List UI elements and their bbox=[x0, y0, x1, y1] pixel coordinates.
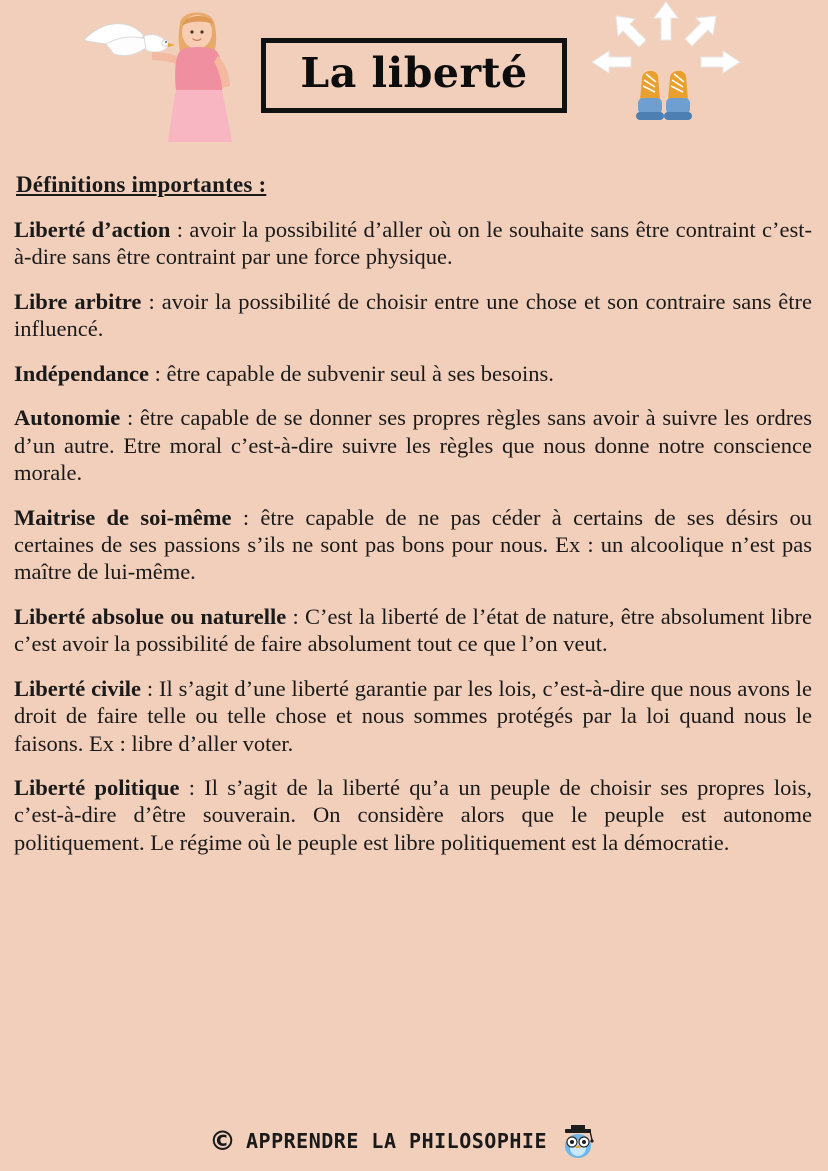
definition-text: : Il s’agit de la liberté qu’a un peuple de choisir ses propres lois, c’est-à-dire d’être souverain. On considère alors que le peuple est autonome politiquement. Le régime où le peuple est libre politiquement est la démocratie. bbox=[14, 775, 812, 855]
page-title bbox=[261, 38, 566, 113]
definition-term: Indépendance bbox=[14, 360, 150, 386]
definition-entry bbox=[14, 774, 812, 856]
definition-entry bbox=[14, 603, 812, 658]
definition-entry bbox=[14, 504, 812, 586]
definition-text: : être capable de subvenir seul à ses besoins. bbox=[149, 360, 554, 386]
definition-term: Autonomie bbox=[14, 405, 121, 431]
definition-term: Liberté d’action bbox=[14, 217, 171, 242]
shoes-with-arrows-icon bbox=[586, 0, 746, 140]
footer-credit bbox=[0, 1121, 828, 1161]
girl-releasing-dove-icon bbox=[72, 2, 272, 142]
section-title: Définitions importantes : bbox=[16, 172, 267, 197]
owl-graduate-icon bbox=[557, 1121, 599, 1161]
definition-term: Maitrise de soi-même bbox=[14, 504, 232, 530]
page-header bbox=[0, 0, 828, 150]
definition-text: : Il s’agit d’une liberté garantie par les lois, c’est-à-dire que nous avons le droit de faire telle ou telle chose et nous sommes protégés par la loi quand nous le faisons. Ex : libre d’aller voter. bbox=[14, 675, 812, 756]
definition-entry bbox=[14, 216, 812, 271]
document-body bbox=[0, 150, 828, 856]
definition-text: : avoir la possibilité d’aller où on le souhaite sans être contraint c’est-à-dire sans être contraint par une force physique. bbox=[14, 217, 812, 270]
definition-entry bbox=[14, 288, 812, 343]
definition-term: Liberté civile bbox=[14, 675, 142, 701]
definition-entry bbox=[14, 675, 812, 757]
definition-term: Liberté absolue ou naturelle bbox=[14, 603, 287, 629]
page-title-text: La liberté bbox=[300, 48, 528, 97]
definition-text: : être capable de ne pas céder à certains de ses désirs ou certaines de ses passions s’ils ne sont pas bons pour nous. Ex : un alcoolique n’est pas maître de lui-même. bbox=[14, 504, 812, 585]
definition-entry bbox=[14, 404, 812, 486]
definition-text: : être capable de se donner ses propres règles sans avoir à suivre les ordres d’un autre. Etre moral c’est-à-dire suivre les règles que nous donne notre conscience morale. bbox=[14, 405, 812, 486]
definition-term: Liberté politique bbox=[14, 775, 180, 800]
definition-term: Libre arbitre bbox=[14, 288, 142, 314]
copyright-icon: © bbox=[209, 1125, 236, 1157]
definition-text: : C’est la liberté de l’état de nature, être absolument libre c’est avoir la possibilité de faire absolument tout ce que l’on veut. bbox=[14, 603, 812, 657]
definition-entry bbox=[14, 360, 812, 387]
definition-text: : avoir la possibilité de choisir entre une chose et son contraire sans être influencé. bbox=[14, 288, 812, 342]
brand-name: APPRENDRE LA PHILOSOPHIE bbox=[246, 1129, 547, 1153]
